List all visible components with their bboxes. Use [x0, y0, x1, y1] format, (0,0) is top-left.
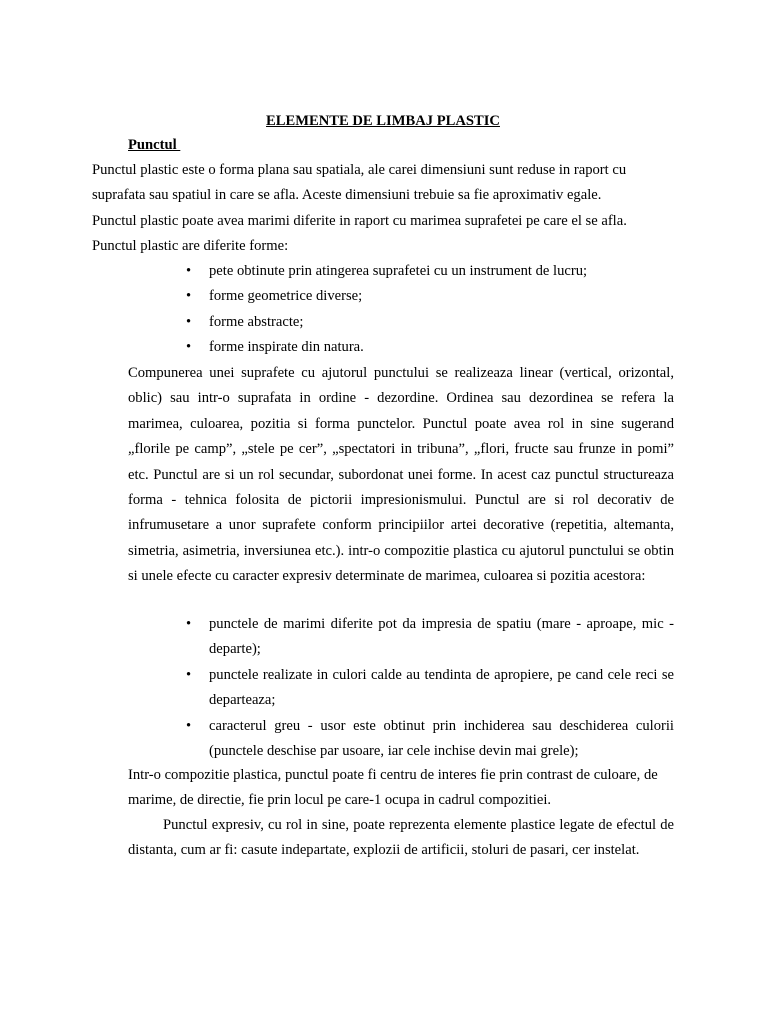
- intro-line: Punctul plastic poate avea marimi diferite in raport cu marimea suprafetei pe care el se afla.: [92, 212, 627, 229]
- bullet-icon: •: [186, 313, 192, 330]
- composition-paragraph: Compunerea unei suprafete cu ajutorul punctului se realizeaza linear (vertical, orizontal, oblic) sau intr-o suprafata in ordine - dezordine. Ordinea sau dezordinea se refera la marimea, culoarea, pozitia si forma punctelor. Punctul poate avea rol in sine sugerand „florile pe camp”, „stele pe cer”, „spectatori in tribuna”, „flori, fructe sau frunze in pomi” etc. Punctul are si un rol secundar, subordonat unei forme. In acest caz punctul structureaza forma - tehnica folosita de pictorii impresionismului. Punctul are si rol decorativ de infrumusetare a unor suprafete conform principiilor artei decorative (repetitia, altemanta, simetria, asimetria, inversiunea etc.). intr-o compozitie plastica cu ajutorul punctului se obtin si unele efecte cu caracter expresiv determinate de marimea, culoarea si pozitia acestora:: [128, 365, 674, 585]
- list-item: [186, 284, 676, 309]
- section-heading-punctul: Punctul: [128, 137, 181, 153]
- list-item: [186, 310, 676, 335]
- effects-bullet-list: [186, 612, 674, 764]
- bullet-icon: •: [186, 666, 192, 683]
- bullet-icon: •: [186, 717, 192, 734]
- list-item-text: caracterul greu - usor este obtinut prin inchiderea sau deschiderea culorii (punctele deschise par usoare, iar cele inchise devin mai grele);: [209, 717, 674, 760]
- bullet-icon: •: [186, 263, 192, 279]
- bullet-icon: •: [186, 339, 192, 356]
- list-item: [186, 335, 676, 360]
- list-item-text: forme geometrice diverse;: [209, 288, 363, 305]
- document-title: ELEMENTE DE LIMBAJ PLASTIC: [266, 113, 500, 129]
- list-item: [186, 259, 676, 284]
- intro-line: Punctul plastic are diferite forme:: [92, 238, 289, 255]
- list-item: [186, 663, 674, 714]
- list-item-text: punctele realizate in culori calde au tendinta de apropiere, pe cand cele reci se departeaza;: [209, 666, 674, 709]
- intro-line: suprafata sau spatiul in care se afla. Aceste dimensiuni trebuie sa fie aproximativ egale.: [92, 187, 602, 204]
- bullet-icon: •: [186, 288, 192, 305]
- list-item: [186, 612, 674, 663]
- list-item-text: punctele de marimi diferite pot da impresia de spatiu (mare - aproape, mic - departe);: [209, 616, 674, 658]
- center-of-interest-paragraph: Intr-o compozitie plastica, punctul poate fi centru de interes fie prin contrast de culoare, de marime, de directie, fie prin locul pe care-1 ocupa in cadrul compozitiei.: [128, 767, 658, 809]
- list-item: [186, 714, 674, 765]
- forms-bullet-list: [186, 259, 676, 361]
- list-item-text: forme abstracte;: [209, 313, 304, 330]
- list-item-text: pete obtinute prin atingerea suprafetei cu un instrument de lucru;: [209, 263, 588, 279]
- bullet-icon: •: [186, 616, 192, 632]
- intro-block: [92, 158, 674, 260]
- list-item-text: forme inspirate din natura.: [209, 339, 364, 356]
- expressive-point-paragraph: Punctul expresiv, cu rol in sine, poate reprezenta elemente plastice legate de efectul de distanta, cum ar fi: casute indepartate, explozii de artificii, stoluri de pasari, cer instelat.: [128, 817, 674, 859]
- intro-line: Punctul plastic este o forma plana sau spatiala, ale carei dimensiuni sunt reduse in raport cu: [92, 162, 627, 178]
